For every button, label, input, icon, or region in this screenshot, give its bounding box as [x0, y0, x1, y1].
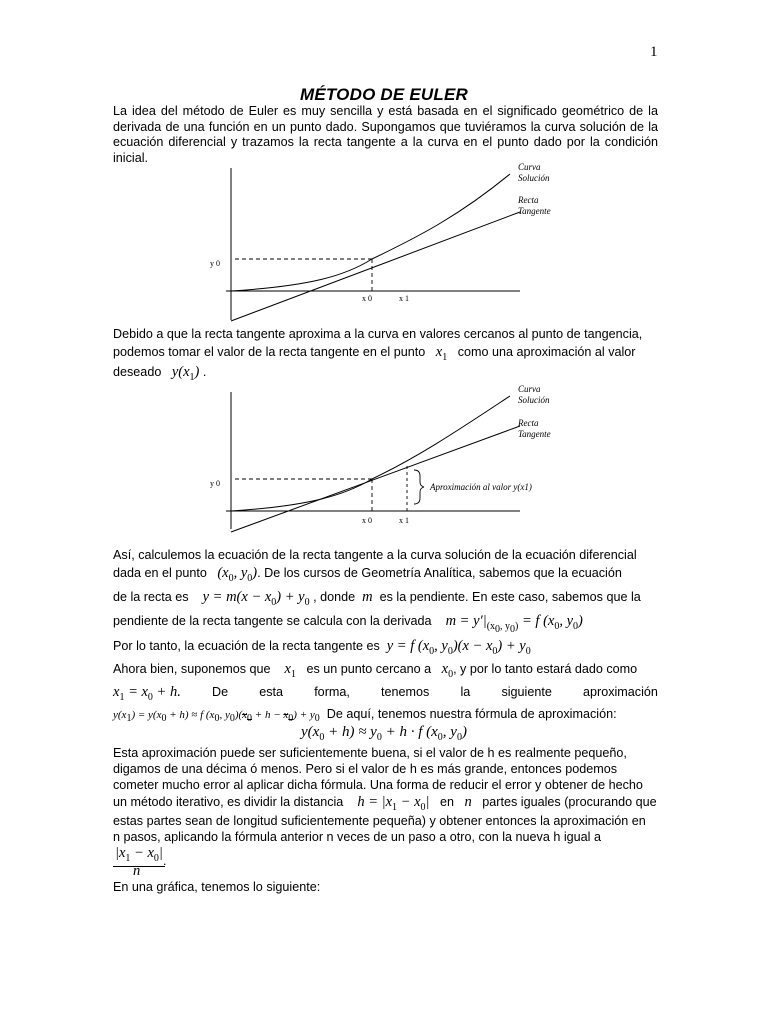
- para3-line7: $x_1 = x_0 + h$. De esta forma, tenemos la siguiente aproximación: [113, 684, 658, 703]
- math-approximation-derivation: $y(x_1) = y(x_0 + h) \approx f$ ($x_0$, $y_0)(x_0 + h - x_0) + y_0$: [113, 709, 320, 725]
- para4-line2: digamos de una décima ó menos. Pero si el valor de h es más grande, entonces podemos: [113, 762, 618, 776]
- math-x1: $x_1$: [435, 344, 448, 363]
- intro-paragraph: La idea del método de Euler es muy sencilla y está basada en el significado geométrico de la derivada de una función en un punto dado. Supongamos que tuviéramos la curva solución de la ecuación diferencial y trazamos la recta tangente a la curva en el punto dado por la condición inicial.: [113, 104, 658, 165]
- math-fraction: $|x_1 - x_0|$ n .: [115, 845, 167, 879]
- math-line-equation: $y = m(x - x_0) + y_0$: [202, 589, 310, 608]
- math-y-x1: $y(x_1)$: [171, 364, 200, 383]
- final-line: En una gráfica, tenemos lo siguiente:: [113, 880, 321, 894]
- page-number: 1: [650, 44, 658, 60]
- math-tangent-equation: y = f ($x_0$, $y_0)(x - x_0) + y_0$: [386, 638, 531, 657]
- curve-label-2-fig2: Solución: [518, 395, 550, 405]
- para3-line4: pendiente de la recta tangente se calcula con la derivada $m = y'|_{(x_0, y_0)} = f$ ($x_0$, $y_0$): [113, 613, 583, 635]
- para4-line1: Esta aproximación puede ser suficientemente buena, si el valor de h es realmente pequeño,: [113, 746, 627, 760]
- para3-line5: Por lo tanto, la ecuación de la recta tangente es y = f ($x_0$, $y_0)(x - x_0) + y_0$: [113, 638, 531, 657]
- para4-line5: estas partes sean de longitud suficientemente pequeña) y obtener entonces la aproximación en: [113, 814, 646, 828]
- para4-line6: n pasos, aplicando la fórmula anterior n veces de un paso a otro, con la nueva h igual a: [113, 830, 601, 844]
- math-slope-derivative: $m = y'|_{(x_0, y_0)} = f$ ($x_0$, $y_0$): [445, 613, 583, 635]
- math-h-definition: $h = |x_1 - x_0|$: [357, 794, 430, 813]
- curve-label-1-fig2: Curva: [518, 384, 541, 394]
- tangent-label-2: Tangente: [518, 206, 551, 216]
- para4-line4: un método iterativo, es dividir la distancia $h = |x_1 - x_0|$ en n partes iguales (procurando que: [113, 794, 657, 813]
- figure-2-graph: [200, 384, 570, 534]
- x0-label-2: x 0: [362, 516, 372, 525]
- curve-label-2: Solución: [518, 173, 550, 183]
- para4-line3: cometer mucho error al aplicar dicha fórmula. Una forma de reducir el error y obtener de hecho: [113, 778, 643, 792]
- x1-label-2: x 1: [399, 516, 409, 525]
- figure-1-graph: [200, 160, 570, 325]
- math-point-x0-y0: ($x_0$, $y_0$): [217, 565, 258, 584]
- para3-line1: Así, calculemos la ecuación de la recta tangente a la curva solución de la ecuación diferencial: [113, 548, 637, 562]
- euler-formula: $y(x_0 + h) \approx y_0 + h \cdot f$ ($x_0$, $y_0$): [301, 724, 467, 743]
- para2-line2: podemos tomar el valor de la recta tangente en el punto $x_1$ como una aproximación al valor: [113, 344, 636, 363]
- x1-label: x 1: [399, 294, 409, 303]
- tangent-label-1: Recta: [518, 195, 539, 205]
- math-x1-definition: $x_1 = x_0 + h$.: [113, 684, 181, 703]
- y0-label-2: y 0: [210, 479, 220, 488]
- tangent-label-1-fig2: Recta: [518, 418, 539, 428]
- tangent-label-2-fig2: Tangente: [518, 429, 551, 439]
- curve-label-1: Curva: [518, 162, 541, 172]
- para3-line3: de la recta es $y = m(x - x_0) + y_0$ , donde m es la pendiente. En este caso, sabemos que la: [113, 589, 641, 608]
- para3-line6: Ahora bien, suponemos que $x_1$ es un punto cercano a $x_0$, y por lo tanto estará dado como: [113, 661, 638, 680]
- approximation-label: Aproximación al valor y(x1): [430, 482, 532, 492]
- para3-line8: $y(x_1) = y(x_0 + h) \approx f$ ($x_0$, $y_0)(x_0 + h - x_0) + y_0$ De aquí, tenemos nuestra fórmula de aproximación:: [113, 707, 617, 725]
- y0-label: y 0: [210, 259, 220, 268]
- x0-label: x 0: [362, 294, 372, 303]
- para3-line2: dada en el punto ($x_0$, $y_0$). De los cursos de Geometría Analítica, sabemos que la ecuación: [113, 565, 622, 584]
- para2-line3: deseado $y(x_1)$ .: [113, 364, 207, 383]
- para2-line1: Debido a que la recta tangente aproxima a la curva en valores cercanos al punto de tangencia,: [113, 327, 643, 341]
- document-title: MÉTODO DE EULER: [300, 85, 468, 104]
- math-m: m: [362, 589, 373, 605]
